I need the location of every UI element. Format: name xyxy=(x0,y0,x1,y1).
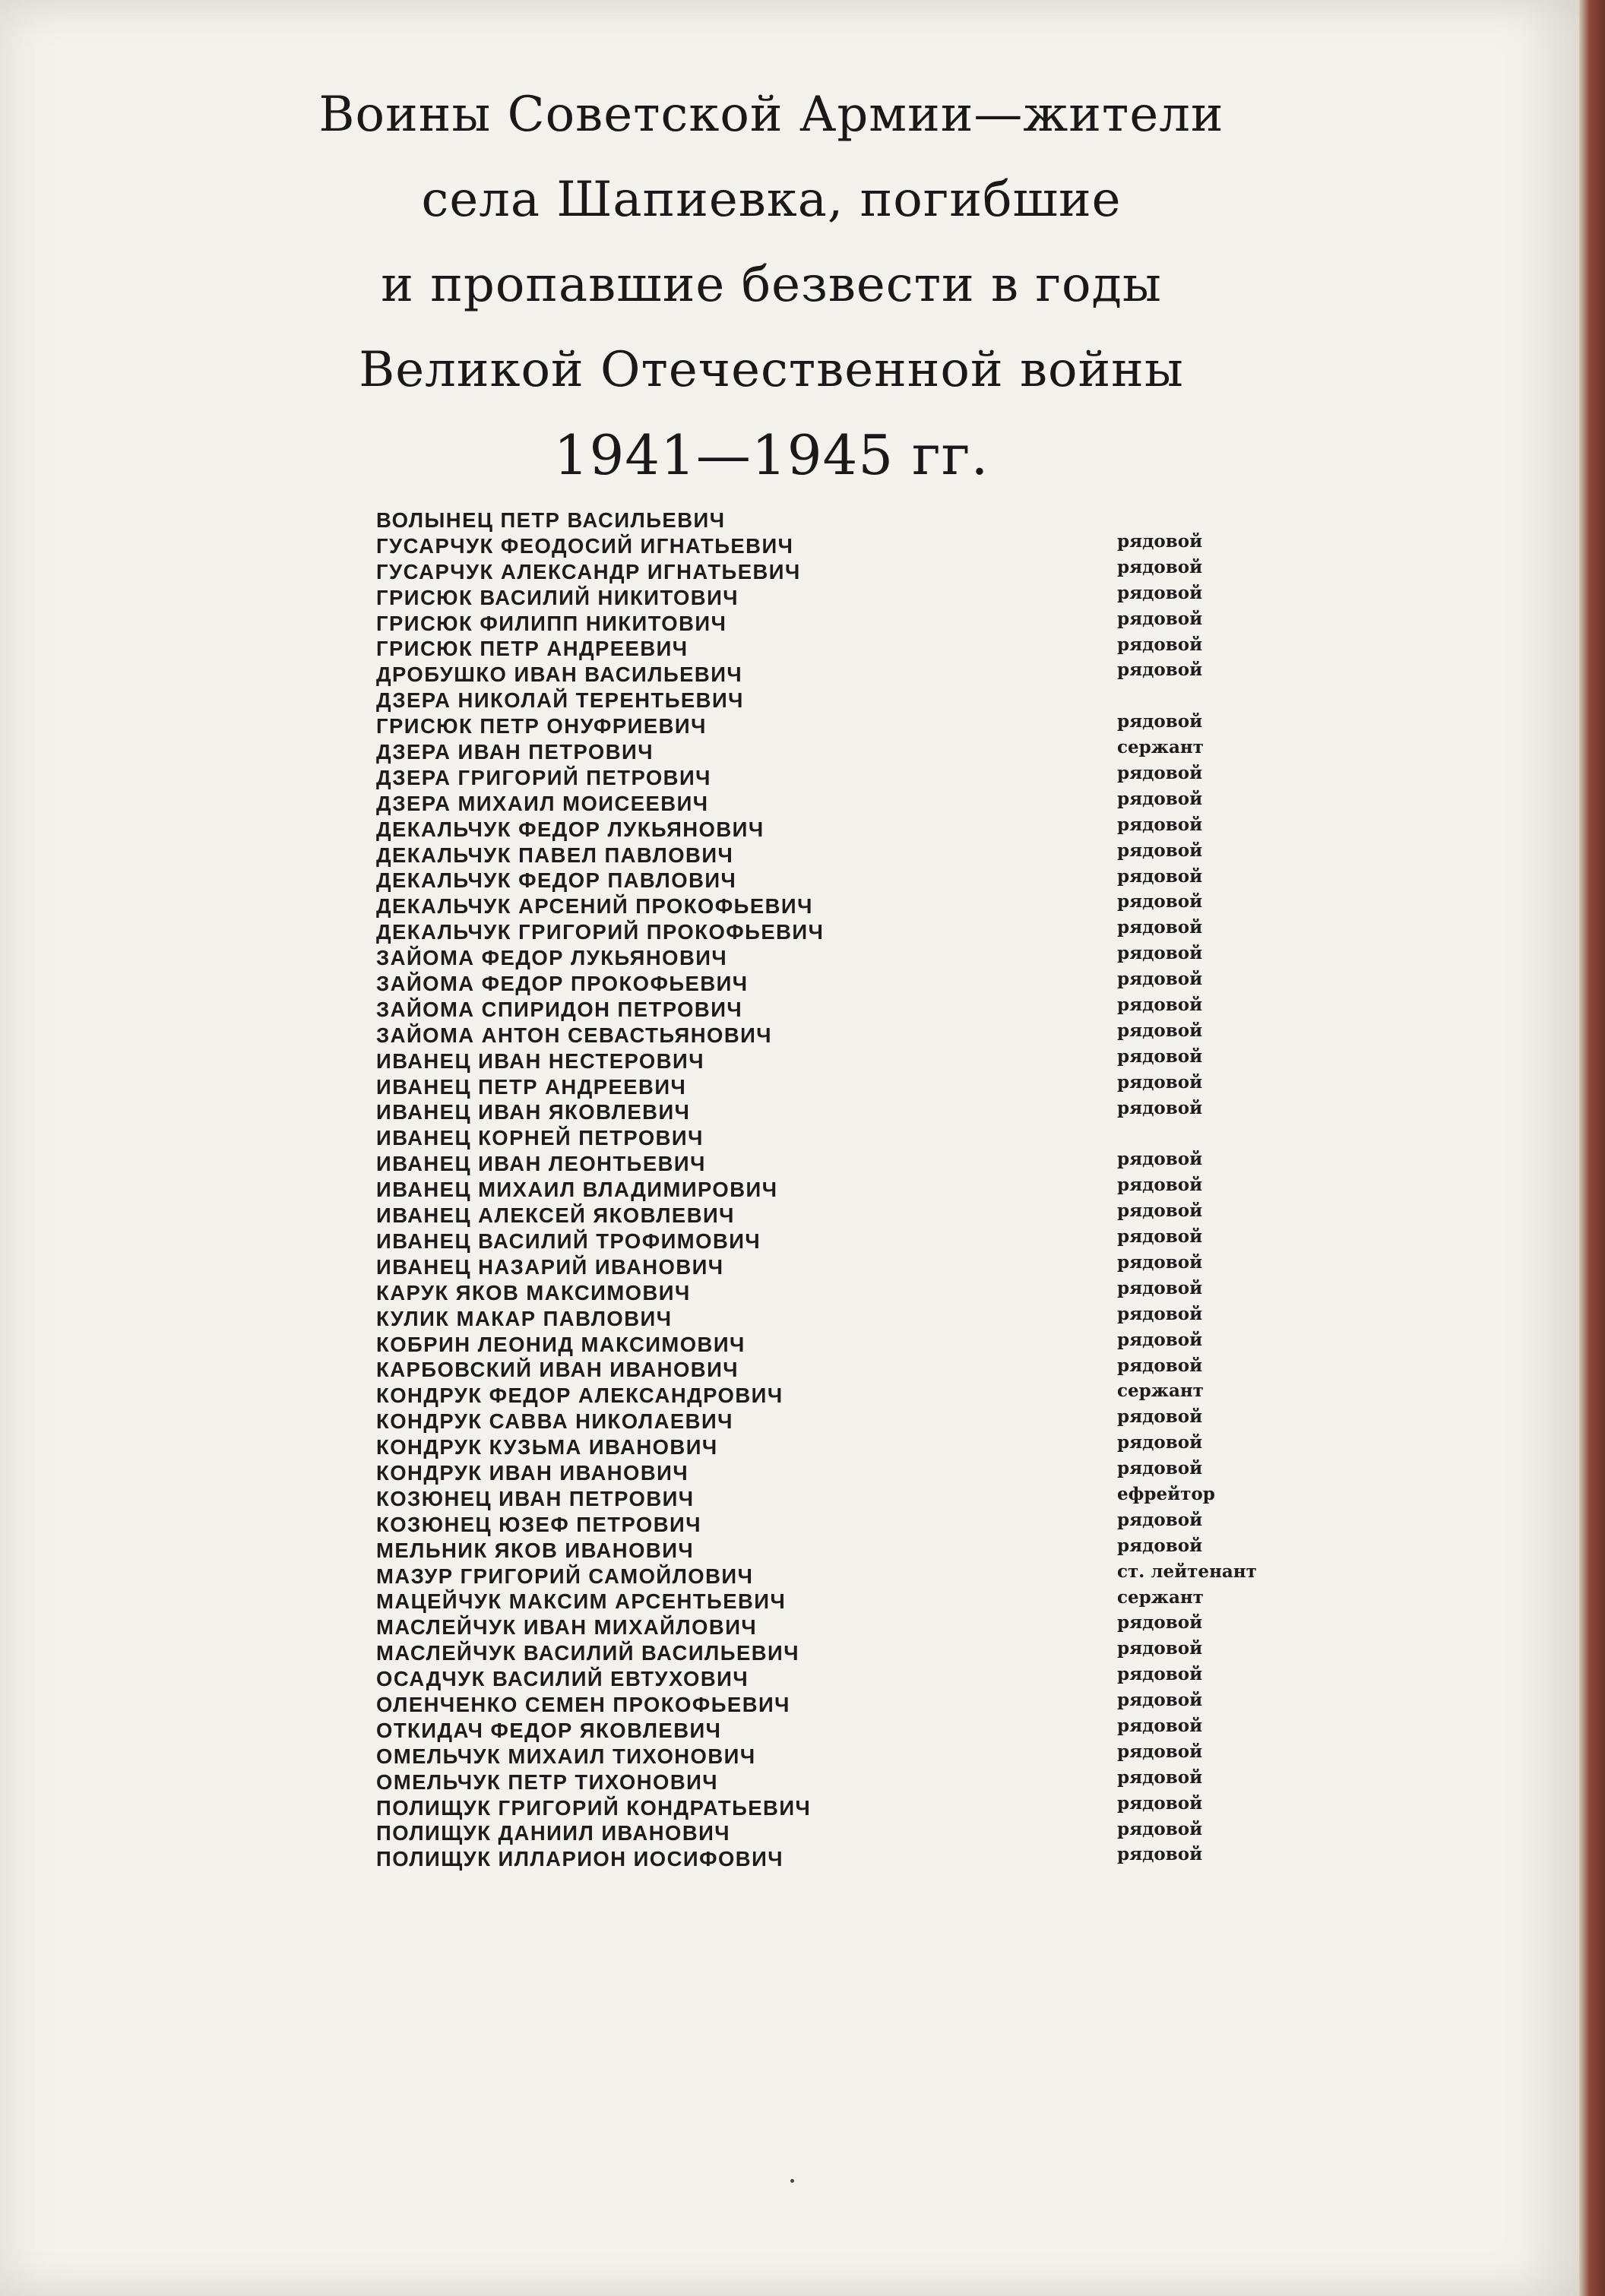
soldier-rank: рядовой xyxy=(1117,1200,1203,1222)
soldier-rank: рядовой xyxy=(1117,608,1203,629)
soldier-rank: рядовой xyxy=(1117,1149,1203,1170)
soldier-rank: рядовой xyxy=(1117,1458,1203,1479)
soldier-name: ОМЕЛЬЧУК МИХАИЛ ТИХОНОВИЧ xyxy=(376,1744,756,1768)
list-item xyxy=(376,1847,1311,1873)
list-item xyxy=(376,1097,1311,1126)
soldier-name: ДЕКАЛЬЧУК АРСЕНИЙ ПРОКОФЬЕВИЧ xyxy=(376,894,813,919)
book-edge xyxy=(1579,0,1605,2296)
soldier-rank: рядовой xyxy=(1117,1535,1203,1556)
soldier-name: КАРБОВСКИЙ ИВАН ИВАНОВИЧ xyxy=(376,1358,739,1382)
soldier-rank: рядовой xyxy=(1117,865,1203,887)
soldier-rank: рядовой xyxy=(1117,1071,1203,1093)
soldier-rank: рядовой xyxy=(1117,1175,1203,1196)
soldier-rank: рядовой xyxy=(1117,1766,1203,1788)
soldier-name: ИВАНЕЦ ВАСИЛИЙ ТРОФИМОВИЧ xyxy=(376,1229,761,1253)
soldier-rank: рядовой xyxy=(1117,995,1203,1016)
soldier-name: ДЗЕРА ГРИГОРИЙ ПЕТРОВИЧ xyxy=(376,765,711,789)
soldier-rank: рядовой xyxy=(1117,969,1203,990)
soldier-rank: рядовой xyxy=(1117,1664,1203,1685)
soldier-name: МЕЛЬНИК ЯКОВ ИВАНОВИЧ xyxy=(376,1538,695,1562)
soldier-rank: рядовой xyxy=(1117,917,1203,938)
soldier-rank: рядовой xyxy=(1117,659,1203,681)
paper-speck xyxy=(790,2179,794,2183)
soldier-name: КОЗЮНЕЦ ИВАН ПЕТРОВИЧ xyxy=(376,1486,695,1510)
soldier-name: ЗАЙОМА ФЕДОР ПРОКОФЬЕВИЧ xyxy=(376,972,749,996)
title-line: Воины Советской Армии—жители xyxy=(318,87,1224,143)
title-line: Великой Отечественной войны xyxy=(359,342,1184,398)
soldier-rank: рядовой xyxy=(1117,711,1203,732)
soldier-name: МАЦЕЙЧУК МАКСИМ АРСЕНТЬЕВИЧ xyxy=(376,1589,787,1614)
soldier-name: ДЕКАЛЬЧУК ФЕДОР ЛУКЬЯНОВИЧ xyxy=(376,817,765,841)
soldier-rank: рядовой xyxy=(1117,1844,1203,1865)
soldier-name: ДЗЕРА НИКОЛАЙ ТЕРЕНТЬЕВИЧ xyxy=(376,688,744,713)
soldier-rank: рядовой xyxy=(1117,1303,1203,1324)
soldier-name: ДЕКАЛЬЧУК ПАВЕЛ ПАВЛОВИЧ xyxy=(376,843,734,867)
soldier-rank: ефрейтор xyxy=(1117,1483,1215,1504)
soldier-rank: сержант xyxy=(1117,1380,1204,1402)
soldier-name: КОБРИН ЛЕОНИД МАКСИМОВИЧ xyxy=(376,1332,746,1356)
soldier-rank: рядовой xyxy=(1117,891,1203,912)
page-title xyxy=(228,72,1315,498)
soldier-rank: рядовой xyxy=(1117,1277,1203,1298)
soldier-name: ДЗЕРА ИВАН ПЕТРОВИЧ xyxy=(376,740,654,764)
soldier-rank: рядовой xyxy=(1117,531,1203,552)
soldier-name: ДЗЕРА МИХАИЛ МОИСЕЕВИЧ xyxy=(376,791,709,815)
soldier-rank: рядовой xyxy=(1117,1509,1203,1530)
soldier-name: ОСАДЧУК ВАСИЛИЙ ЕВТУХОВИЧ xyxy=(376,1667,749,1691)
soldier-rank: рядовой xyxy=(1117,634,1203,655)
soldier-name: ИВАНЕЦ ИВАН ЯКОВЛЕВИЧ xyxy=(376,1100,691,1124)
soldier-rank: рядовой xyxy=(1117,1638,1203,1659)
soldier-name: ДРОБУШКО ИВАН ВАСИЛЬЕВИЧ xyxy=(376,663,743,687)
soldier-rank: ст. лейтенант xyxy=(1117,1561,1257,1582)
soldier-name: ЗАЙОМА АНТОН СЕВАСТЬЯНОВИЧ xyxy=(376,1023,773,1047)
soldier-rank: рядовой xyxy=(1117,1020,1203,1041)
soldier-name: ГРИСЮК ПЕТР АНДРЕЕВИЧ xyxy=(376,637,689,661)
soldier-rank: рядовой xyxy=(1117,1818,1203,1839)
soldier-rank: рядовой xyxy=(1117,943,1203,964)
title-years: 1941—1945 гг. xyxy=(553,423,989,487)
soldier-name: ИВАНЕЦ КОРНЕЙ ПЕТРОВИЧ xyxy=(376,1126,704,1150)
soldier-name: ИВАНЕЦ ИВАН ЛЕОНТЬЕВИЧ xyxy=(376,1152,706,1176)
soldier-name: ВОЛЫНЕЦ ПЕТР ВАСИЛЬЕВИЧ xyxy=(376,508,726,532)
soldier-name: КАРУК ЯКОВ МАКСИМОВИЧ xyxy=(376,1280,691,1305)
soldier-rank: рядовой xyxy=(1117,1792,1203,1814)
soldier-name: ПОЛИЩУК ИЛЛАРИОН ИОСИФОВИЧ xyxy=(376,1847,784,1871)
soldier-name: КОНДРУК КУЗЬМА ИВАНОВИЧ xyxy=(376,1435,718,1460)
soldier-rank: рядовой xyxy=(1117,1251,1203,1273)
soldier-rank: рядовой xyxy=(1117,840,1203,861)
soldier-name: ЗАЙОМА СПИРИДОН ПЕТРОВИЧ xyxy=(376,997,743,1021)
title-line: села Шапиевка, погибшие xyxy=(421,172,1122,228)
soldier-name: ИВАНЕЦ ИВАН НЕСТЕРОВИЧ xyxy=(376,1048,704,1073)
soldier-name: ОЛЕНЧЕНКО СЕМЕН ПРОКОФЬЕВИЧ xyxy=(376,1692,790,1716)
soldier-rank: рядовой xyxy=(1117,1406,1203,1428)
soldier-name: ИВАНЕЦ АЛЕКСЕЙ ЯКОВЛЕВИЧ xyxy=(376,1203,735,1228)
soldier-name: ИВАНЕЦ ПЕТР АНДРЕЕВИЧ xyxy=(376,1074,687,1099)
soldier-rank: рядовой xyxy=(1117,1715,1203,1736)
soldier-name: ГУСАРЧУК АЛЕКСАНДР ИГНАТЬЕВИЧ xyxy=(376,559,801,583)
soldier-rank: рядовой xyxy=(1117,582,1203,603)
soldier-rank: рядовой xyxy=(1117,1355,1203,1376)
soldier-name: ДЕКАЛЬЧУК ГРИГОРИЙ ПРОКОФЬЕВИЧ xyxy=(376,920,825,944)
title-line: и пропавшие безвести в годы xyxy=(381,257,1162,313)
soldier-name: ГРИСЮК ВАСИЛИЙ НИКИТОВИЧ xyxy=(376,585,739,609)
soldier-rank: сержант xyxy=(1117,1586,1204,1608)
soldier-rank: рядовой xyxy=(1117,1097,1203,1118)
soldier-name: ГРИСЮК ФИЛИПП НИКИТОВИЧ xyxy=(376,611,727,635)
soldier-name: КУЛИК МАКАР ПАВЛОВИЧ xyxy=(376,1306,673,1330)
soldier-name: КОНДРУК ФЕДОР АЛЕКСАНДРОВИЧ xyxy=(376,1384,784,1408)
soldier-name: ДЕКАЛЬЧУК ФЕДОР ПАВЛОВИЧ xyxy=(376,868,737,893)
soldier-rank: рядовой xyxy=(1117,556,1203,577)
soldier-name: ГУСАРЧУК ФЕОДОСИЙ ИГНАТЬЕВИЧ xyxy=(376,533,794,558)
soldier-rank: рядовой xyxy=(1117,1329,1203,1350)
soldier-rank: рядовой xyxy=(1117,1741,1203,1762)
soldier-name: КОНДРУК ИВАН ИВАНОВИЧ xyxy=(376,1460,689,1485)
soldier-name: ГРИСЮК ПЕТР ОНУФРИЕВИЧ xyxy=(376,714,707,738)
soldier-rank: рядовой xyxy=(1117,1045,1203,1067)
soldier-name: КОЗЮНЕЦ ЮЗЕФ ПЕТРОВИЧ xyxy=(376,1512,701,1536)
soldier-rank: рядовой xyxy=(1117,788,1203,809)
list-item xyxy=(376,663,1311,688)
soldier-name: ИВАНЕЦ НАЗАРИЙ ИВАНОВИЧ xyxy=(376,1254,724,1279)
soldier-name: ПОЛИЩУК ДАНИИЛ ИВАНОВИЧ xyxy=(376,1821,731,1845)
soldier-rank: рядовой xyxy=(1117,1226,1203,1248)
soldier-rank: рядовой xyxy=(1117,814,1203,835)
soldier-name: ПОЛИЩУК ГРИГОРИЙ КОНДРАТЬЕВИЧ xyxy=(376,1795,812,1820)
soldier-name: МАСЛЕЙЧУК ВАСИЛИЙ ВАСИЛЬЕВИЧ xyxy=(376,1641,799,1665)
soldier-name: КОНДРУК САВВА НИКОЛАЕВИЧ xyxy=(376,1409,733,1434)
soldier-name: ЗАЙОМА ФЕДОР ЛУКЬЯНОВИЧ xyxy=(376,946,728,970)
casualty-list xyxy=(376,508,1311,1873)
soldier-name: ОТКИДАЧ ФЕДОР ЯКОВЛЕВИЧ xyxy=(376,1718,722,1742)
soldier-rank: рядовой xyxy=(1117,1612,1203,1633)
soldier-name: ОМЕЛЬЧУК ПЕТР ТИХОНОВИЧ xyxy=(376,1769,719,1794)
soldier-rank: рядовой xyxy=(1117,1690,1203,1711)
soldier-name: МАСЛЕЙЧУК ИВАН МИХАЙЛОВИЧ xyxy=(376,1615,758,1640)
soldier-rank: рядовой xyxy=(1117,763,1203,784)
soldier-rank: сержант xyxy=(1117,737,1204,758)
soldier-name: ИВАНЕЦ МИХАИЛ ВЛАДИМИРОВИЧ xyxy=(376,1178,778,1202)
soldier-name: МАЗУР ГРИГОРИЙ САМОЙЛОВИЧ xyxy=(376,1564,754,1588)
soldier-rank: рядовой xyxy=(1117,1432,1203,1453)
